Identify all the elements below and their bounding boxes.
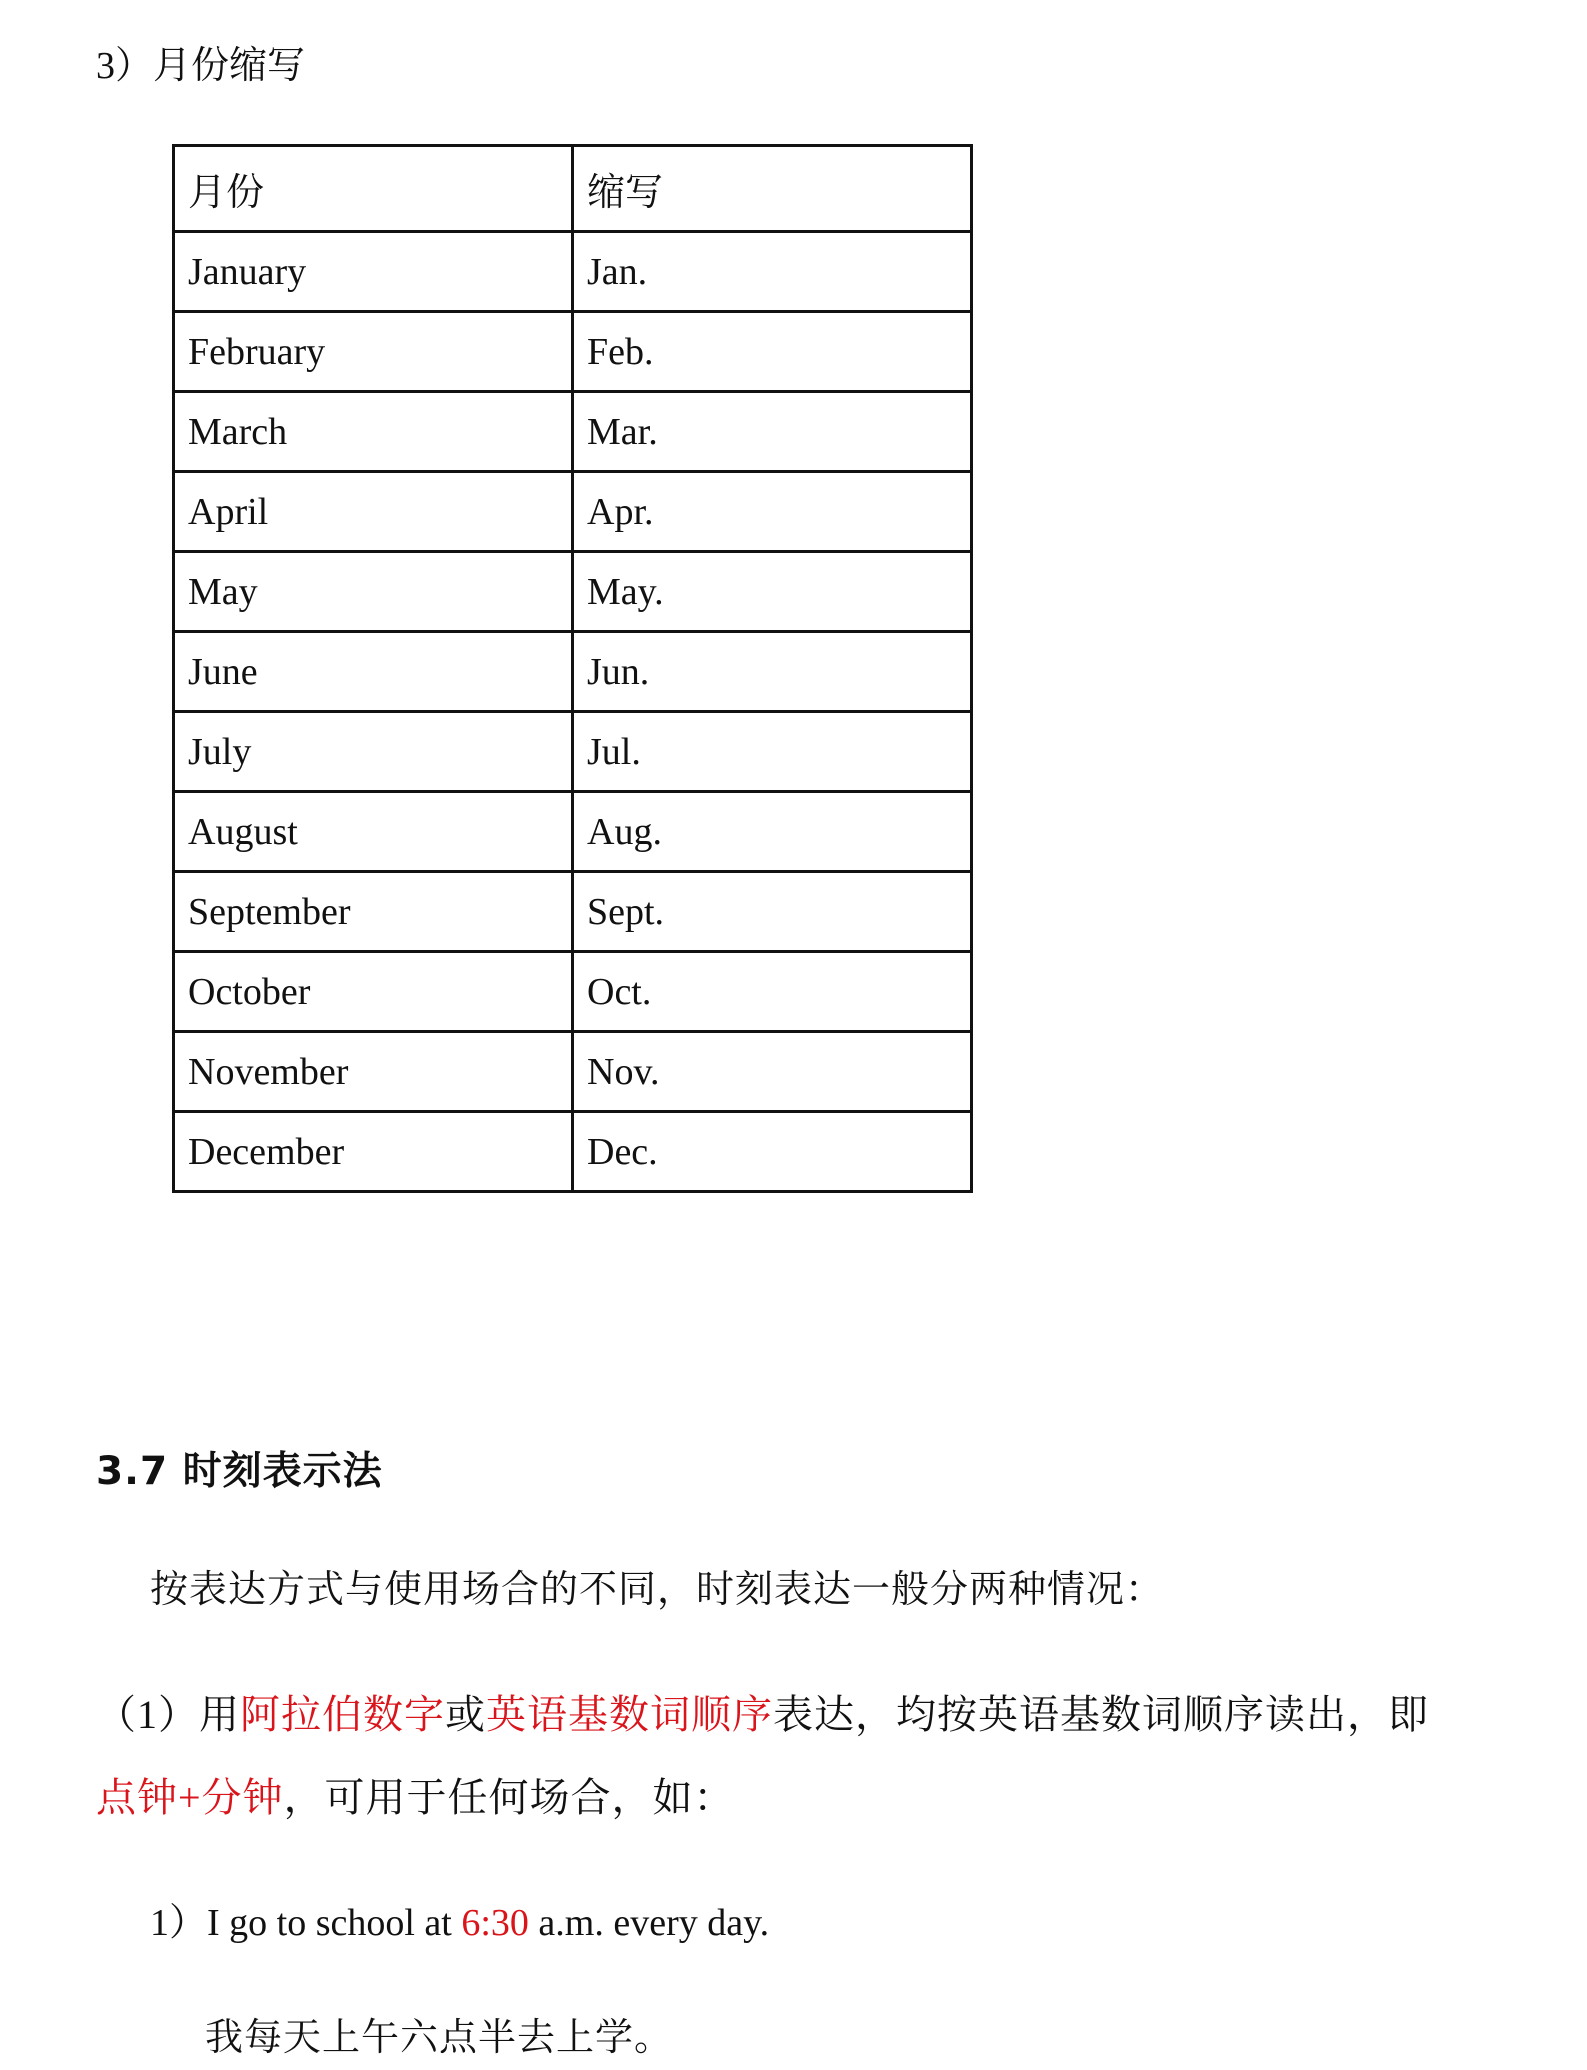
rule-1-line-2 — [96, 1768, 735, 1828]
month-cell: March — [174, 392, 573, 472]
month-cell: January — [174, 232, 573, 312]
month-cell: August — [174, 792, 573, 872]
abbreviation-cell: Jan. — [573, 232, 972, 312]
example-1-prefix: 1）I go to school at — [150, 1902, 462, 1944]
header-month: 月份 — [174, 146, 573, 232]
abbreviation-cell: Dec. — [573, 1112, 972, 1192]
rule-1-line-1 — [96, 1685, 1429, 1745]
example-1-translation: 我每天上午六点半去上学。 — [205, 2017, 674, 2059]
month-cell: May — [174, 552, 573, 632]
rule-1-or: 或 — [445, 1692, 486, 1737]
abbreviation-cell: Jul. — [573, 712, 972, 792]
table-row — [174, 632, 972, 712]
month-cell: December — [174, 1112, 573, 1192]
month-cell: July — [174, 712, 573, 792]
abbreviation-cell: May. — [573, 552, 972, 632]
abbreviation-cell: Feb. — [573, 312, 972, 392]
abbreviation-cell: Nov. — [573, 1032, 972, 1112]
abbreviation-cell: Jun. — [573, 632, 972, 712]
intro-paragraph: 按表达方式与使用场合的不同，时刻表达一般分两种情况： — [150, 1569, 1165, 1611]
table-row — [174, 952, 972, 1032]
example-1 — [150, 1893, 769, 1953]
table-row — [174, 552, 972, 632]
highlight-hour-plus-minute: 点钟+分钟 — [96, 1775, 284, 1820]
month-cell: October — [174, 952, 573, 1032]
example-1-time: 6:30 — [461, 1902, 529, 1944]
month-cell: November — [174, 1032, 573, 1112]
abbreviation-cell: Oct. — [573, 952, 972, 1032]
month-abbreviation-table — [172, 144, 973, 1193]
abbreviation-cell: Aug. — [573, 792, 972, 872]
table-row — [174, 232, 972, 312]
rule-1-tail: ，可用于任何场合，如： — [283, 1775, 735, 1820]
table-row — [174, 1032, 972, 1112]
table-row — [174, 472, 972, 552]
table-row — [174, 392, 972, 472]
highlight-cardinal-order: 英语基数词顺序 — [486, 1692, 773, 1737]
highlight-arabic-numerals: 阿拉伯数字 — [240, 1692, 445, 1737]
month-cell: April — [174, 472, 573, 552]
table-row — [174, 712, 972, 792]
table-row — [174, 872, 972, 952]
rule-1-rest: 表达，均按英语基数词顺序读出，即 — [773, 1692, 1429, 1737]
subsection-title: 3）月份缩写 — [96, 45, 306, 87]
header-abbreviation: 缩写 — [573, 146, 972, 232]
example-1-suffix: a.m. every day. — [528, 1902, 770, 1944]
table-row — [174, 312, 972, 392]
table-row — [174, 792, 972, 872]
abbreviation-cell: Mar. — [573, 392, 972, 472]
month-cell: February — [174, 312, 573, 392]
abbreviation-cell: Apr. — [573, 472, 972, 552]
rule-1-prefix: （1）用 — [96, 1692, 240, 1737]
section-title: 3.7 时刻表示法 — [96, 1449, 383, 1494]
table-row — [174, 1112, 972, 1192]
abbreviation-cell: Sept. — [573, 872, 972, 952]
table-header-row — [174, 146, 972, 232]
month-cell: September — [174, 872, 573, 952]
month-cell: June — [174, 632, 573, 712]
